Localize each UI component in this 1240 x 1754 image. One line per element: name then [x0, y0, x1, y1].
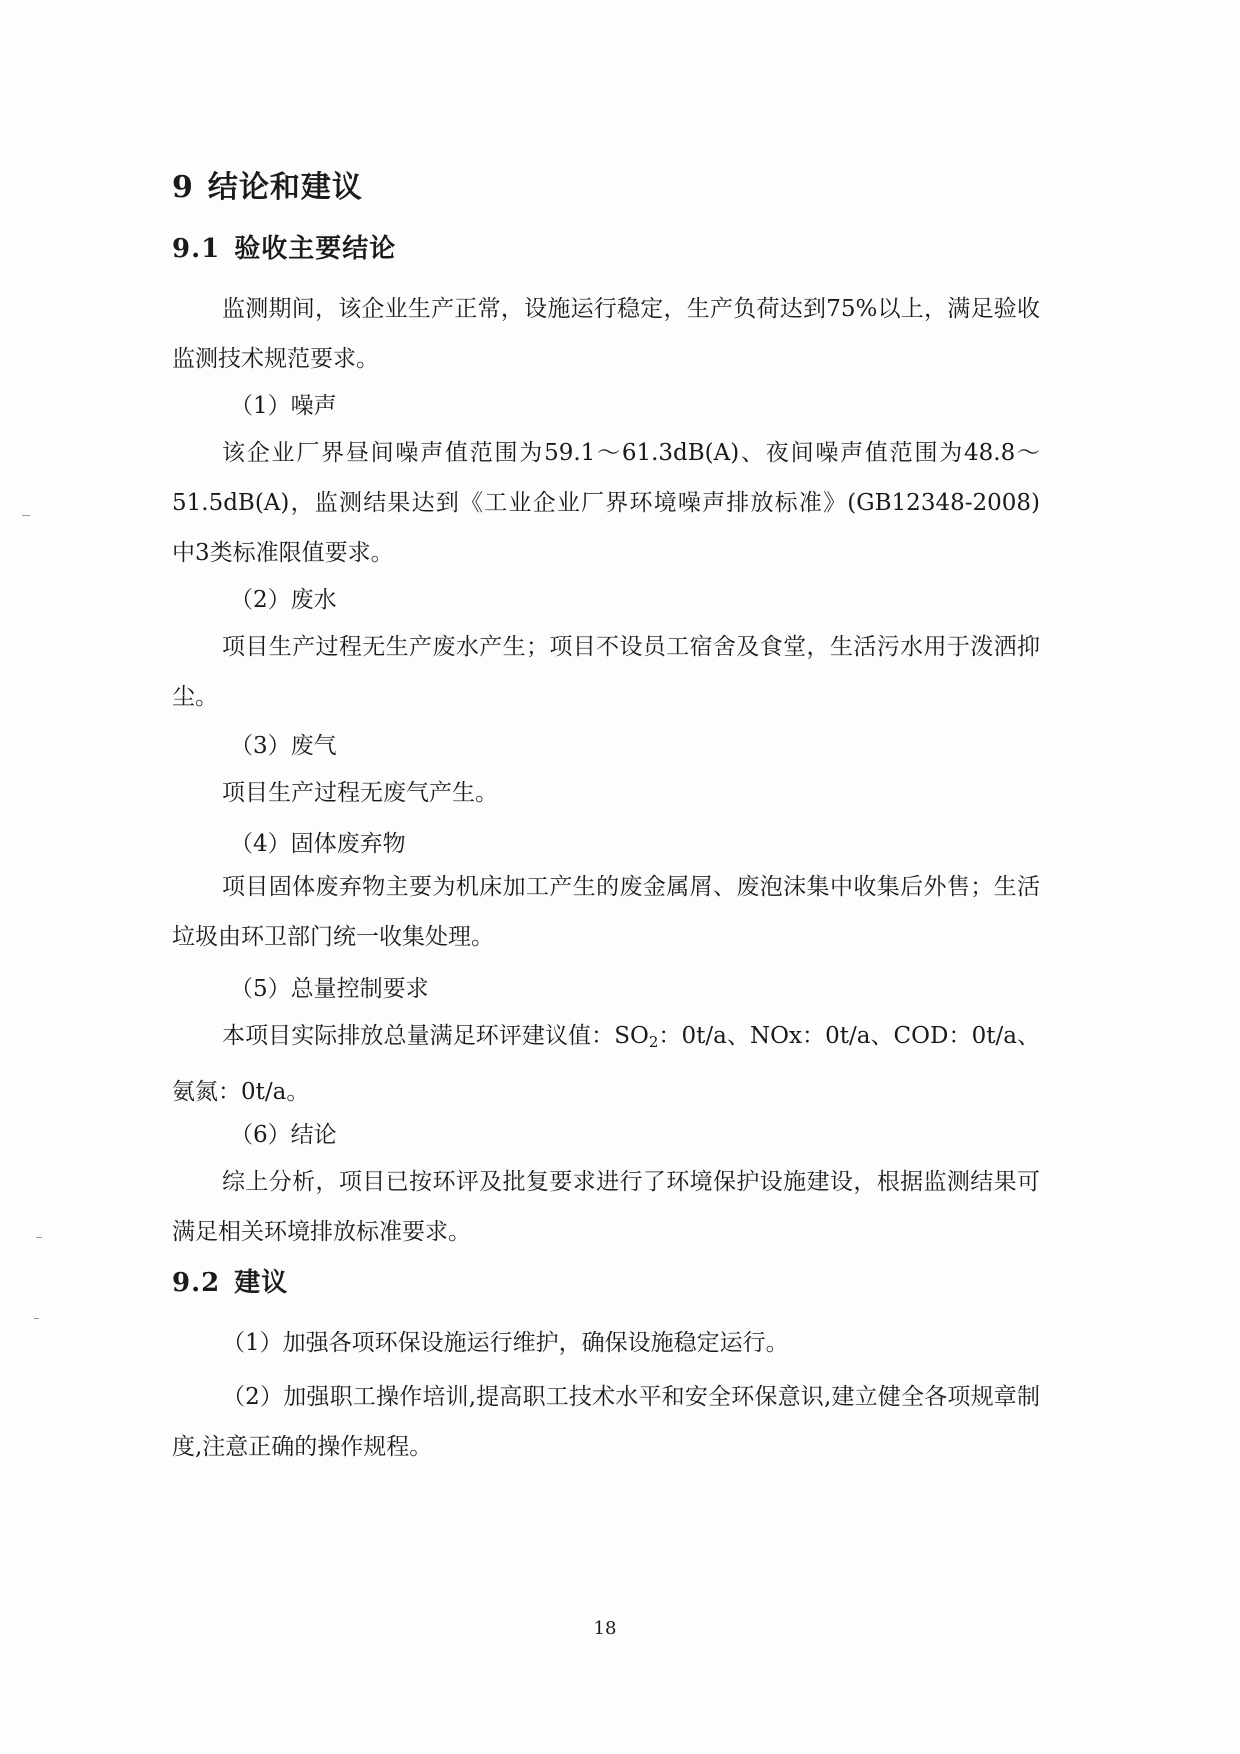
item-text-conclusion: 综上分析，项目已按环评及批复要求进行了环境保护设施建设，根据监测结果可满足相关环境排放标准要求。 [172, 1169, 1040, 1245]
chapter-number: 9 [172, 170, 194, 205]
scan-mark [34, 1318, 39, 1319]
section-title: 建议 [234, 1268, 289, 1298]
subscript-2: 2 [648, 1033, 659, 1051]
item-text-solid-waste: 项目固体废弃物主要为机床加工产生的废金属屑、废泡沫集中收集后外售；生活垃圾由环卫部门统一收集处理。 [172, 874, 1040, 950]
item-label-noise: （1）噪声 [230, 393, 337, 419]
suggestion-1: （1）加强各项环保设施运行维护，确保设施稳定运行。 [222, 1330, 789, 1356]
item-label-total-control: （5）总量控制要求 [230, 976, 429, 1002]
item-label-conclusion: （6）结论 [230, 1122, 337, 1148]
scan-mark [22, 515, 30, 516]
section-heading-9-2 [172, 1262, 288, 1299]
intro-paragraph: 监测期间，该企业生产正常，设施运行稳定，生产负荷达到75%以上，满足验收监测技术规范要求。 [172, 296, 1040, 372]
item-text-total-control: 本项目实际排放总量满足环评建议值：$SO_2$：0t/a、NOx：0t/a、COD：0t/a、氨氮：0t/a。 [172, 1023, 1040, 1105]
item-label-solid-waste: （4）固体废弃物 [230, 831, 406, 857]
section-title: 验收主要结论 [234, 234, 397, 264]
section-number: 9.2 [172, 1268, 221, 1298]
scan-mark [36, 1237, 42, 1238]
item-text-noise: 该企业厂界昼间噪声值范围为59.1～61.3dB(A)、夜间噪声值范围为48.8～51.5dB(A)，监测结果达到《工业企业厂界环境噪声排放标准》(GB12348-2008) 中3类标准限值要求。 [172, 440, 1040, 566]
item-label-exhaust: （3）废气 [230, 733, 337, 759]
item-text-exhaust: 项目生产过程无废气产生。 [222, 780, 498, 806]
page-number: 18 [593, 1618, 617, 1639]
section-heading-9-1 [172, 228, 396, 265]
item-label-wastewater: （2）废水 [230, 587, 337, 613]
chapter-heading [172, 162, 363, 206]
suggestion-2: （2）加强职工操作培训,提高职工技术水平和安全环保意识,建立健全各项规章制度,注意正确的操作规程。 [172, 1384, 1040, 1460]
chapter-title: 结论和建议 [207, 170, 363, 205]
section-number: 9.1 [172, 234, 221, 264]
item-text-wastewater: 项目生产过程无生产废水产生；项目不设员工宿舍及食堂，生活污水用于泼洒抑尘。 [172, 634, 1040, 710]
